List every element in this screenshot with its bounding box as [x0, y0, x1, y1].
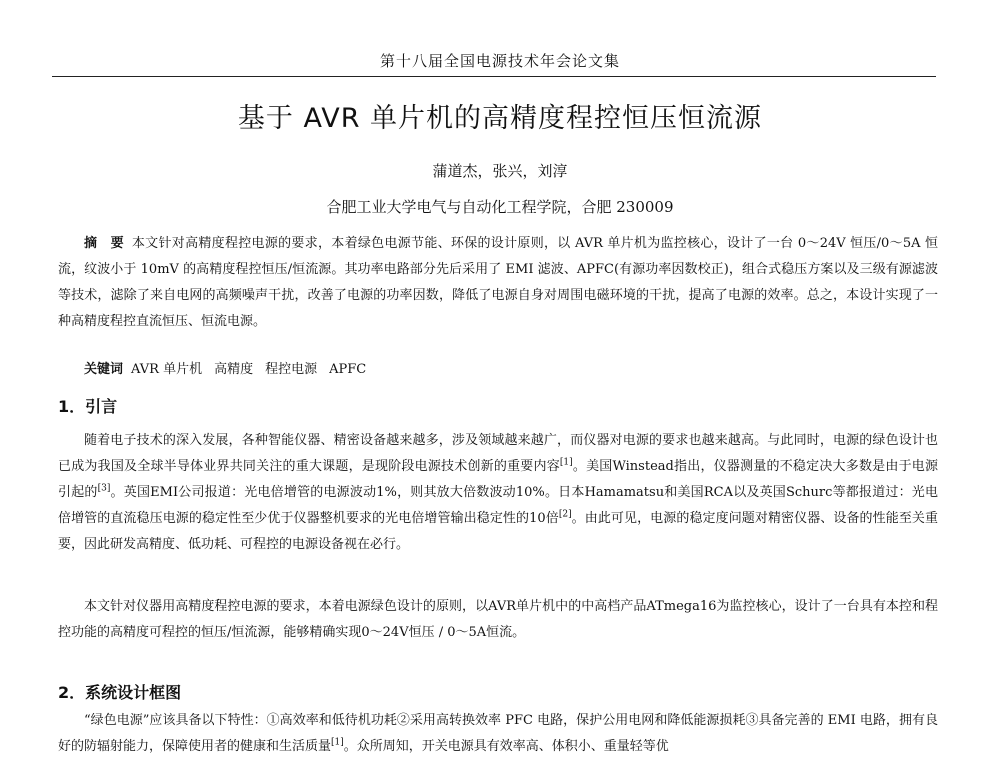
keyword-item: AVR 单片机 [131, 362, 203, 377]
introduction-paragraph-2 [58, 594, 938, 646]
paragraph-text: 本文针对仪器用高精度程控电源的要求，本着电源绿色设计的原则，以AVR单片机中的中高档产品ATmega16为监控核心，设计了一台具有本控和程控功能的高精度可程控的恒压/恒流源，能够精确实现0～24V恒压 / 0～5A恒流。 [58, 599, 938, 640]
paper-affiliation: 合肥工业大学电气与自动化工程学院，合肥 230009 [326, 198, 674, 216]
paragraph-text: 。由此可见，电源的稳定度问题对精密仪器、设备的性能至关重要，因此研发高精度、低功耗、可程控的电源设备视在必行。 [58, 511, 938, 552]
system-design-paragraph-1 [58, 708, 938, 760]
keyword-item: 程控电源 [265, 362, 318, 377]
paper-authors: 蒲道杰，张兴，刘淳 [432, 162, 568, 180]
abstract [58, 231, 938, 335]
keyword-item: 高精度 [214, 362, 254, 377]
abstract-label: 摘 要 [84, 236, 124, 251]
introduction-paragraph-1 [58, 428, 938, 558]
paper-title: 基于 AVR 单片机的高精度程控恒压恒流源 [237, 103, 763, 134]
keywords [84, 358, 936, 377]
section-heading-introduction: 1．引言 [58, 397, 118, 416]
running-header: 第十八届全国电源技术年会论文集 [379, 52, 620, 70]
citation-ref: [3] [97, 483, 111, 494]
paragraph-text: 。美国Winstead指出，仪器测量的不稳定决大多数是由于电源引起的 [58, 459, 938, 500]
paragraph-text: 。众所周知，开关电源具有效率高、体积小、重量轻等优 [343, 739, 669, 754]
paragraph-text: “绿色电源”应该具备以下特性：①高效率和低待机功耗②采用高转换效率 PFC 电路，保护公用电网和降低能源损耗③具备完善的 EMI 电路，拥有良好的防辐射能力，保障使用者的健康和生活质量 [58, 713, 938, 754]
abstract-text: 本文针对高精度程控电源的要求，本着绿色电源节能、环保的设计原则，以 AVR 单片机为监控核心，设计了一台 0～24V 恒压/0～5A 恒流，纹波小于 10mV 的高精度程控恒压/恒流源。其功率电路部分先后采用了 EMI 滤波、APFC(有源功率因数校正)，组合式稳压方案以及三级有源滤波等技术，滤除了来自电网的高频噪声干扰，改善了电源的功率因数，降低了电源自身对周围电磁环境的干扰，提高了电源的效率。总之，本设计实现了一种高精度程控直流恒压、恒流电源。 [58, 236, 938, 329]
paragraph-text: 。英国EMI公司报道：光电倍增管的电源波动1%，则其放大倍数波动10%。日本Hamamatsu和美国RCA以及英国Schurc等都报道过：光电倍增管的直流稳压电源的稳定性至少优于仪器整机要求的光电倍增管输出稳定性的10倍 [58, 485, 938, 526]
keywords-label: 关键词 [84, 362, 124, 377]
paragraph-text: 随着电子技术的深入发展，各种智能仪器、精密设备越来越多，涉及领域越来越广，而仪器对电源的要求也越来越高。与此同时，电源的绿色设计也已成为我国及全球半导体业界共同关注的重大课题，是现阶段电源技术创新的重要内容 [58, 433, 938, 474]
section-heading-system-design: 2．系统设计框图 [58, 683, 182, 702]
citation-ref: [1] [559, 457, 573, 468]
keyword-item: APFC [329, 362, 367, 377]
header-rule [52, 76, 936, 77]
citation-ref: [1] [331, 737, 344, 748]
citation-ref: [2] [558, 509, 572, 520]
